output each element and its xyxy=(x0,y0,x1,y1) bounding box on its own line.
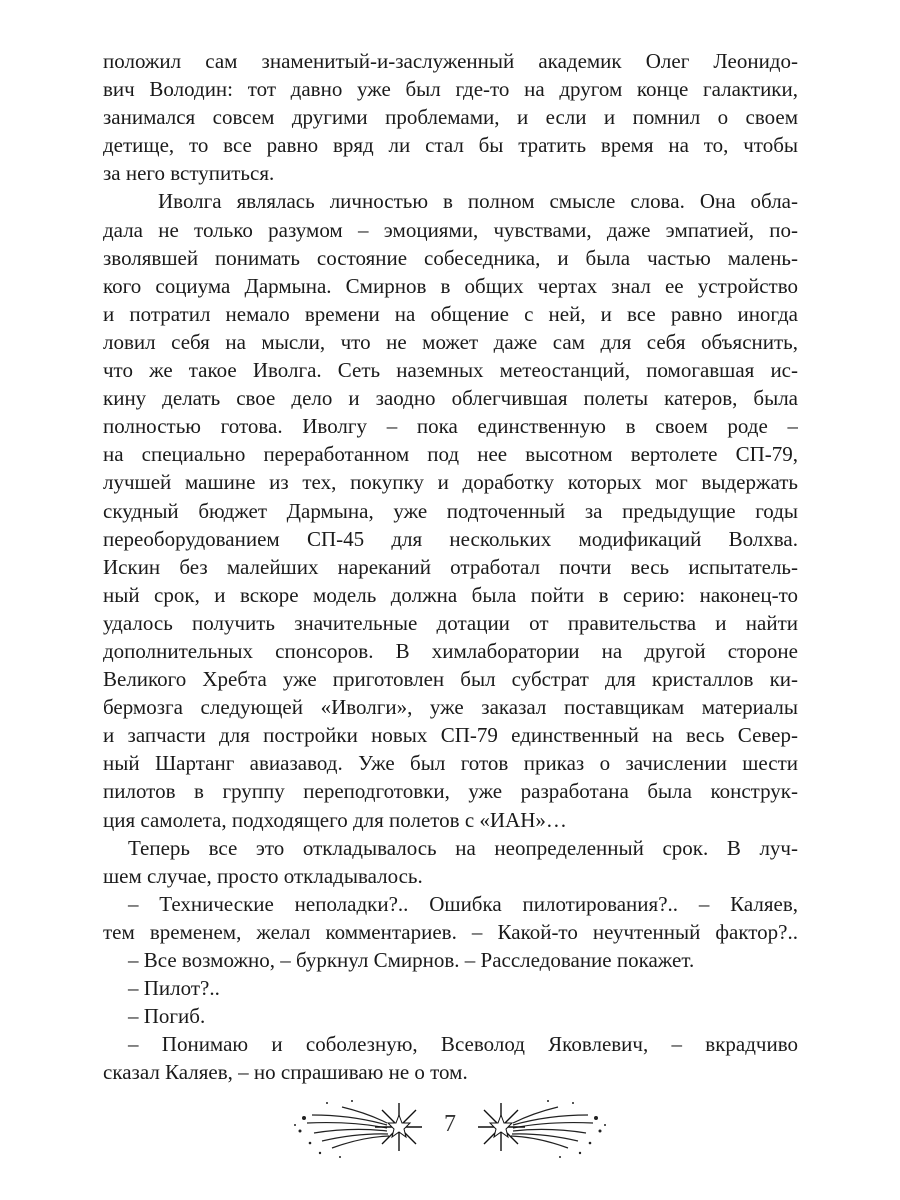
text-line: полностью готова. Иволгу – пока единственную в своем роде – xyxy=(103,414,798,439)
text-line: ция самолета, подходящего для полетов с «ИАН»… xyxy=(103,807,567,832)
shooting-star-ornament-right-icon xyxy=(478,1093,608,1163)
text-line: бермозга следующей «Иволги», уже заказал поставщикам материалы xyxy=(103,695,798,720)
text-line: – Понимаю и соболезную, Всеволод Яковлевич, – вкрадчиво xyxy=(128,1032,798,1057)
text-line: и потратил немало времени на общение с ней, и все равно иногда xyxy=(103,301,798,326)
text-line: переоборудованием СП-45 для нескольких модификаций Волхва. xyxy=(103,526,798,551)
text-line: сказал Каляев, – но спрашиваю не о том. xyxy=(103,1060,468,1085)
text-line: ловил себя на мысли, что не может даже сам для себя объяснить, xyxy=(103,329,798,354)
text-line: кину делать свое дело и заодно облегчившая полеты катеров, была xyxy=(103,386,798,411)
text-line: Иволга являлась личностью в полном смысле слова. Она обла- xyxy=(158,189,798,214)
text-line: положил сам знаменитый-и-заслуженный академик Олег Леонидо- xyxy=(103,49,798,73)
text-line: Великого Хребта уже приготовлен был субстрат для кристаллов ки- xyxy=(103,667,798,692)
text-line: дополнительных спонсоров. В химлаборатории на другой стороне xyxy=(103,638,798,663)
text-line: и запчасти для постройки новых СП-79 единственный на весь Север- xyxy=(103,723,798,748)
text-line: кого социума Дармына. Смирнов в общих чертах знал ее устройство xyxy=(103,273,798,298)
text-line: за него вступиться. xyxy=(103,161,275,186)
text-line: что же такое Иволга. Сеть наземных метеостанций, помогавшая ис- xyxy=(103,358,798,383)
page-footer xyxy=(0,1093,900,1173)
text-line: лучшей машине из тех, покупку и доработку которых мог выдержать xyxy=(103,470,798,495)
text-line: – Технические неполадки?.. Ошибка пилотирования?.. – Каляев, xyxy=(128,891,798,916)
text-line: – Погиб. xyxy=(128,1004,206,1029)
text-line: – Пилот?.. xyxy=(128,976,220,1001)
page-body-text xyxy=(103,47,798,1086)
text-line: занимался совсем другими проблемами, и если и помнил о своем xyxy=(103,105,798,130)
text-line: скудный бюджет Дармына, уже подточенный за предыдущие годы xyxy=(103,498,798,523)
text-line: детище, то все равно вряд ли стал бы тратить время на то, чтобы xyxy=(103,133,798,158)
text-line: шем случае, просто откладывалось. xyxy=(103,863,423,888)
text-line: пилотов в группу переподготовки, уже разработана была конструк- xyxy=(103,779,798,804)
text-line: ный срок, и вскоре модель должна была пойти в серию: наконец-то xyxy=(103,582,798,607)
text-line: – Все возможно, – буркнул Смирнов. – Расследование покажет. xyxy=(128,948,695,972)
text-line: вич Володин: тот давно уже был где-то на другом конце галактики, xyxy=(103,77,798,102)
text-line: Теперь все это откладывалось на неопределенный срок. В луч- xyxy=(128,835,798,860)
page-number: 7 xyxy=(444,1111,456,1137)
text-line: дала не только разумом – эмоциями, чувствами, даже эмпатией, по- xyxy=(103,217,798,242)
text-line: Искин без малейших нареканий отработал почти весь испытатель- xyxy=(103,554,798,579)
text-line: удалось получить значительные дотации от правительства и найти xyxy=(103,610,798,635)
text-line: зволявшей понимать состояние собеседника, и была частью малень- xyxy=(103,245,798,270)
text-line: ный Шартанг авиазавод. Уже был готов приказ о зачислении шести xyxy=(103,751,798,776)
text-line: тем временем, желал комментариев. – Какой-то неучтенный фактор?.. xyxy=(103,919,798,944)
text-line: на специально переработанном под нее высотном вертолете СП-79, xyxy=(103,442,798,467)
